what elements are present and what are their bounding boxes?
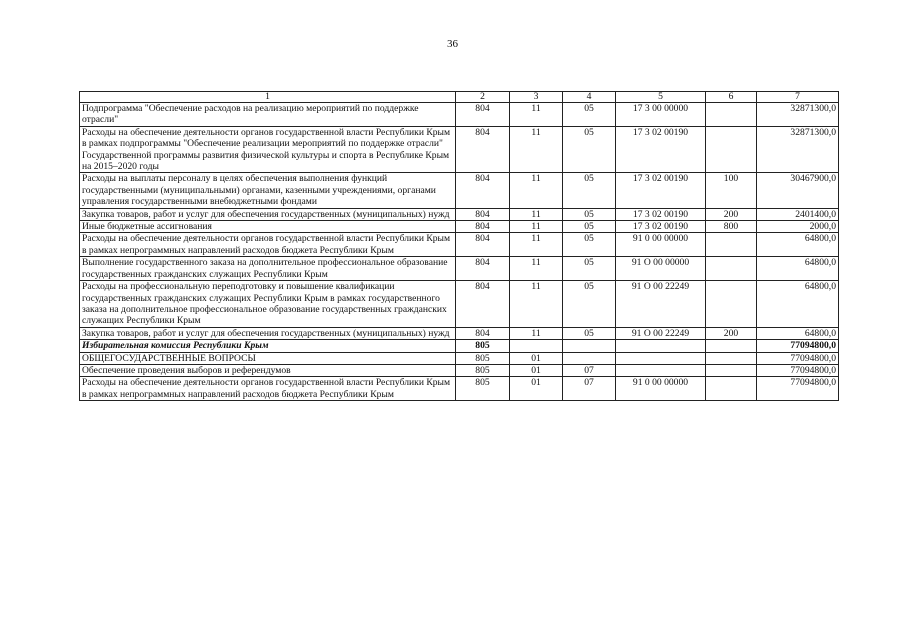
row-name: Обеспечение проведения выборов и референдумов <box>80 364 456 376</box>
row-subsection: 05 <box>563 257 616 281</box>
row-target-article: 17 3 02 00190 <box>616 126 706 173</box>
row-amount: 2401400,0 <box>757 208 839 220</box>
row-section: 11 <box>510 257 563 281</box>
table-row <box>80 221 839 233</box>
row-amount: 2000,0 <box>757 221 839 233</box>
row-target-article: 17 3 02 00190 <box>616 221 706 233</box>
header-col-7: 7 <box>757 92 839 103</box>
table-row <box>80 327 839 339</box>
row-name: Расходы на выплаты персоналу в целях обеспечения выполнения функций государственными (муниципальными) органами, казенными учреждениями, органами управления государственными внебюджетными фондами <box>80 173 456 208</box>
row-target-article: 91 0 00 00000 <box>616 233 706 257</box>
row-ministry-code: 804 <box>456 221 510 233</box>
header-row <box>80 92 839 103</box>
row-expense-type: 800 <box>706 221 757 233</box>
row-section <box>510 340 563 352</box>
table-row <box>80 126 839 173</box>
table-row <box>80 340 839 352</box>
row-section: 01 <box>510 352 563 364</box>
header-col-3: 3 <box>510 92 563 103</box>
row-section: 11 <box>510 173 563 208</box>
row-section: 11 <box>510 221 563 233</box>
header-col-5: 5 <box>616 92 706 103</box>
row-ministry-code: 804 <box>456 233 510 257</box>
row-subsection: 05 <box>563 233 616 257</box>
row-amount: 64800,0 <box>757 327 839 339</box>
row-target-article: 17 3 02 00190 <box>616 173 706 208</box>
row-expense-type <box>706 364 757 376</box>
row-ministry-code: 805 <box>456 340 510 352</box>
table-row <box>80 352 839 364</box>
table-row <box>80 364 839 376</box>
row-expense-type: 200 <box>706 208 757 220</box>
row-expense-type <box>706 103 757 127</box>
row-subsection: 05 <box>563 126 616 173</box>
header-col-1: 1 <box>80 92 456 103</box>
row-target-article <box>616 352 706 364</box>
row-name: Избирательная комиссия Республики Крым <box>80 340 456 352</box>
row-amount: 32871300,0 <box>757 126 839 173</box>
table-row <box>80 173 839 208</box>
row-expense-type <box>706 126 757 173</box>
row-expense-type: 100 <box>706 173 757 208</box>
row-subsection: 05 <box>563 208 616 220</box>
table-row <box>80 377 839 401</box>
row-ministry-code: 805 <box>456 364 510 376</box>
row-section: 01 <box>510 364 563 376</box>
row-amount: 77094800,0 <box>757 340 839 352</box>
header-col-2: 2 <box>456 92 510 103</box>
row-name: Подпрограмма "Обеспечение расходов на реализацию мероприятий по поддержке отрасли" <box>80 103 456 127</box>
row-ministry-code: 804 <box>456 281 510 328</box>
row-target-article: 17 3 02 00190 <box>616 208 706 220</box>
row-subsection: 05 <box>563 103 616 127</box>
row-expense-type <box>706 340 757 352</box>
row-subsection: 05 <box>563 327 616 339</box>
table-row <box>80 208 839 220</box>
row-amount: 64800,0 <box>757 257 839 281</box>
row-amount: 32871300,0 <box>757 103 839 127</box>
table-row <box>80 103 839 127</box>
table-row <box>80 233 839 257</box>
row-target-article: 91 0 00 00000 <box>616 377 706 401</box>
table-row <box>80 257 839 281</box>
table-row <box>80 281 839 328</box>
row-subsection: 05 <box>563 173 616 208</box>
row-expense-type <box>706 377 757 401</box>
row-ministry-code: 804 <box>456 126 510 173</box>
row-subsection: 07 <box>563 364 616 376</box>
row-amount: 64800,0 <box>757 281 839 328</box>
row-subsection: 07 <box>563 377 616 401</box>
page-number: 36 <box>447 38 458 50</box>
row-expense-type <box>706 352 757 364</box>
row-ministry-code: 804 <box>456 257 510 281</box>
row-section: 01 <box>510 377 563 401</box>
row-target-article <box>616 340 706 352</box>
row-subsection <box>563 352 616 364</box>
row-section: 11 <box>510 233 563 257</box>
row-ministry-code: 805 <box>456 352 510 364</box>
row-name: Расходы на обеспечение деятельности органов государственной власти Республики Крым в рамках непрограммных направлений расходов бюджета Республики Крым <box>80 377 456 401</box>
row-target-article: 91 О 00 22249 <box>616 281 706 328</box>
row-subsection: 05 <box>563 221 616 233</box>
row-name: ОБЩЕГОСУДАРСТВЕННЫЕ ВОПРОСЫ <box>80 352 456 364</box>
row-amount: 30467900,0 <box>757 173 839 208</box>
row-ministry-code: 804 <box>456 208 510 220</box>
row-amount: 77094800,0 <box>757 377 839 401</box>
row-section: 11 <box>510 327 563 339</box>
row-subsection: 05 <box>563 281 616 328</box>
row-amount: 64800,0 <box>757 233 839 257</box>
row-name: Закупка товаров, работ и услуг для обеспечения государственных (муниципальных) нужд <box>80 208 456 220</box>
row-target-article <box>616 364 706 376</box>
row-target-article: 91 О 00 00000 <box>616 257 706 281</box>
row-target-article: 17 3 00 00000 <box>616 103 706 127</box>
row-expense-type <box>706 257 757 281</box>
row-name: Выполнение государственного заказа на дополнительное профессиональное образование государственных гражданских служащих Республики Крым <box>80 257 456 281</box>
row-name: Расходы на обеспечение деятельности органов государственной власти Республики Крым в рамках подпрограммы "Обеспечение реализации мероприятий по поддержке отрасли" Государственной программы развития физической культуры и спорта в Республике Крым на 2015–2020 годы <box>80 126 456 173</box>
budget-table <box>79 91 839 401</box>
row-amount: 77094800,0 <box>757 352 839 364</box>
row-amount: 77094800,0 <box>757 364 839 376</box>
row-ministry-code: 804 <box>456 103 510 127</box>
row-ministry-code: 804 <box>456 173 510 208</box>
row-expense-type <box>706 281 757 328</box>
row-ministry-code: 804 <box>456 327 510 339</box>
row-expense-type: 200 <box>706 327 757 339</box>
row-section: 11 <box>510 281 563 328</box>
row-section: 11 <box>510 103 563 127</box>
header-col-4: 4 <box>563 92 616 103</box>
row-ministry-code: 805 <box>456 377 510 401</box>
row-name: Расходы на обеспечение деятельности органов государственной власти Республики Крым в рамках непрограммных направлений расходов бюджета Республики Крым <box>80 233 456 257</box>
header-col-6: 6 <box>706 92 757 103</box>
row-name: Иные бюджетные ассигнования <box>80 221 456 233</box>
row-subsection <box>563 340 616 352</box>
row-name: Расходы на профессиональную переподготовку и повышение квалификации государственных гражданских служащих Республики Крым в рамках государственного заказа на дополнительное профессиональное образование государственных гражданских служащих Республики Крым <box>80 281 456 328</box>
row-expense-type <box>706 233 757 257</box>
row-section: 11 <box>510 208 563 220</box>
row-name: Закупка товаров, работ и услуг для обеспечения государственных (муниципальных) нужд <box>80 327 456 339</box>
row-target-article: 91 О 00 22249 <box>616 327 706 339</box>
row-section: 11 <box>510 126 563 173</box>
